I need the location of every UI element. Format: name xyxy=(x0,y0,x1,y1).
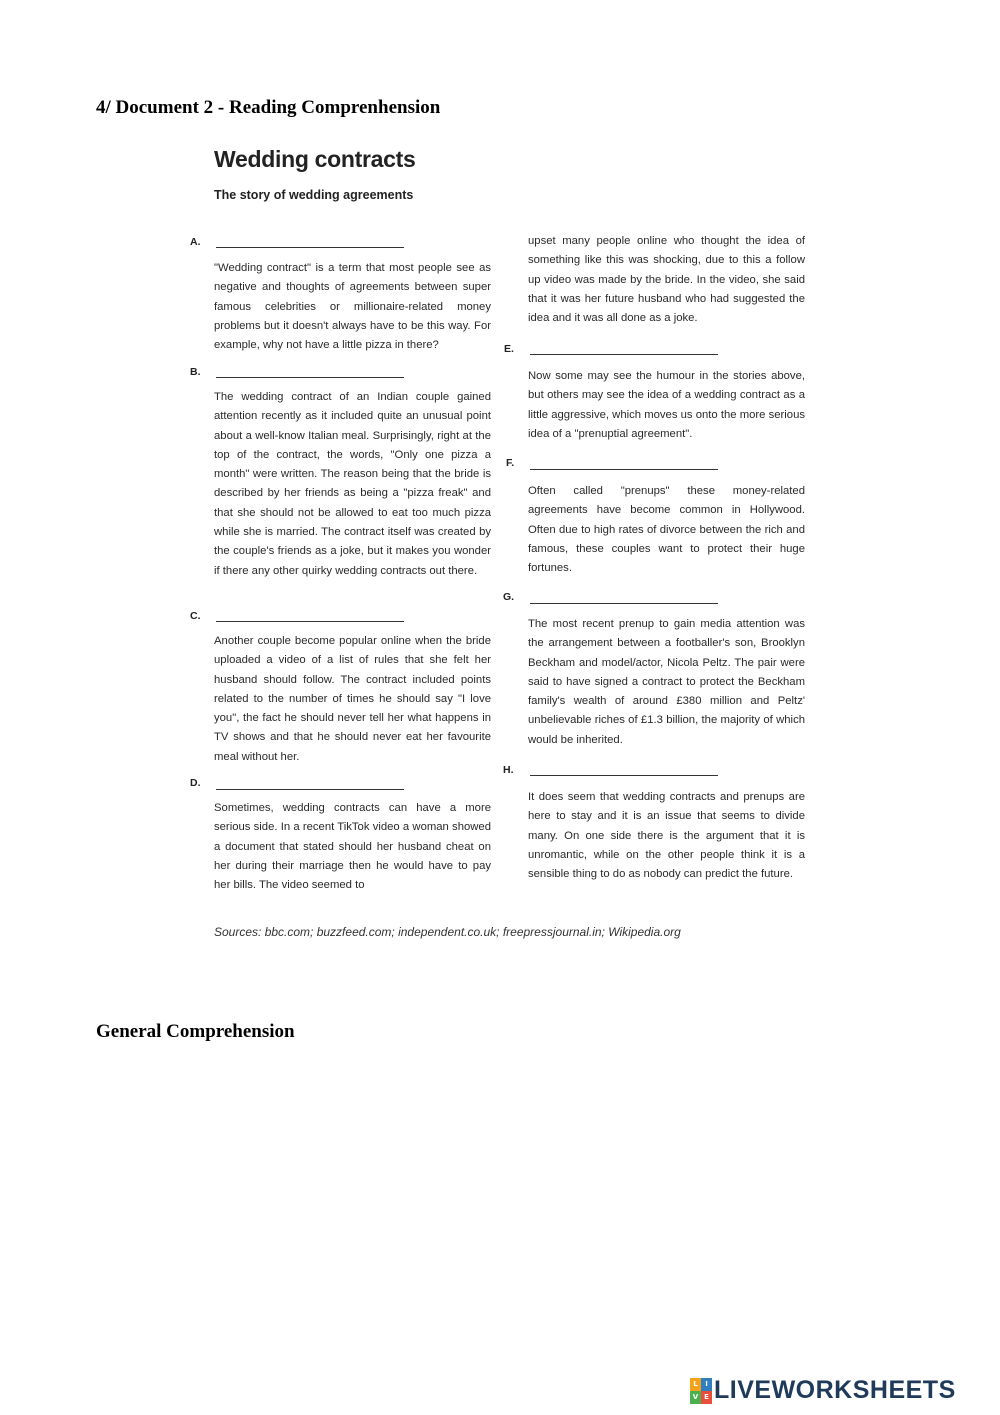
section-text-h: It does seem that wedding contracts and prenups are here to stay and it is an issue that seems to divide many. On one side there is the argument that it is unromantic, while on the other people think it is a sensible thing to do as nobody can predict the future. xyxy=(528,791,805,881)
heading-blank-e[interactable] xyxy=(530,354,718,355)
article-subtitle: The story of wedding agreements xyxy=(214,188,414,202)
section-label-c: C. xyxy=(190,610,201,622)
section-label-f: F. xyxy=(506,457,515,469)
logo-mark-tile: V xyxy=(690,1391,701,1404)
section-label-d: D. xyxy=(190,777,201,789)
heading-blank-d[interactable] xyxy=(216,789,404,790)
document-heading: 4/ Document 2 - Reading Comprenhension xyxy=(96,97,441,118)
section-text-a: "Wedding contract" is a term that most people see as negative and thoughts of agreements between super famous celebrities or millionaire-related money problems but it doesn't always have to be this way. For example, why not have a little pizza in there? xyxy=(214,262,491,352)
section-text-c: Another couple become popular online when the bride uploaded a video of a list of rules that she felt her husband should follow. The contract included points related to the number of times he should say "I love you", the fact he should never tell her what happens in TV shows and that he should never eat her favourite meal without her. xyxy=(214,635,491,763)
liveworksheets-logo-text: LIVEWORKSHEETS xyxy=(714,1376,956,1404)
heading-blank-f[interactable] xyxy=(530,469,718,470)
sources-line: Sources: bbc.com; buzzfeed.com; independent.co.uk; freepressjournal.in; Wikipedia.org xyxy=(214,925,681,939)
section-text-d: Sometimes, wedding contracts can have a more serious side. In a recent TikTok video a woman showed a document that stated should her husband cheat on her during their marriage then he would have to pay her bills. The video seemed to xyxy=(214,802,491,892)
liveworksheets-logo[interactable] xyxy=(690,1376,956,1405)
section-label-b: B. xyxy=(190,366,201,378)
section-text-f: Often called "prenups" these money-related agreements have become common in Hollywood. Often due to high rates of divorce between the rich and famous, these couples want to protect their huge fortunes. xyxy=(528,485,805,575)
general-comprehension-heading: General Comprehension xyxy=(96,1021,295,1042)
heading-blank-c[interactable] xyxy=(216,621,404,622)
section-label-h: H. xyxy=(503,764,514,776)
section-text-e: Now some may see the humour in the stories above, but others may see the idea of a wedding contract as a little aggressive, which moves us onto the more serious idea of a "prenuptial agreement". xyxy=(528,370,805,440)
heading-blank-g[interactable] xyxy=(530,603,718,604)
section-text-g: The most recent prenup to gain media attention was the arrangement between a footballer's son, Brooklyn Beckham and model/actor, Nicola Peltz. The pair were said to have signed a contract to protect the Beckham family's wealth of around £380 million and Peltz' unbelievable riches of £1.3 billion, the majority of which would be inherited. xyxy=(528,618,805,746)
heading-blank-a[interactable] xyxy=(216,247,404,248)
liveworksheets-logo-mark-icon xyxy=(690,1378,712,1404)
heading-blank-h[interactable] xyxy=(530,775,718,776)
section-label-e: E. xyxy=(504,343,514,355)
heading-blank-b[interactable] xyxy=(216,377,404,378)
section-text-b: The wedding contract of an Indian couple gained attention recently as it included quite an unusual point about a well-know Italian meal. Surprisingly, right at the top of the contract, the words, "Only one pizza a month" were written. The reason being that the bride is described by her friends as being a "pizza freak" and that she should not be allowed to eat too much pizza while she is married. The contract itself was created by the couple's friends as a joke, but it makes you wonder if there any other quirky wedding contracts out there. xyxy=(214,391,491,577)
logo-mark-tile: E xyxy=(701,1391,712,1404)
logo-mark-tile: L xyxy=(690,1378,701,1391)
article-title: Wedding contracts xyxy=(214,146,416,172)
section-label-a: A. xyxy=(190,236,201,248)
section-text-d-continued: upset many people online who thought the idea of something like this was shocking, due to this a follow up video was made by the bride. In the video, she said that it was her future husband who had suggested the idea and it was all done as a joke. xyxy=(528,235,805,325)
section-label-g: G. xyxy=(503,591,515,603)
logo-mark-tile: I xyxy=(701,1378,712,1391)
